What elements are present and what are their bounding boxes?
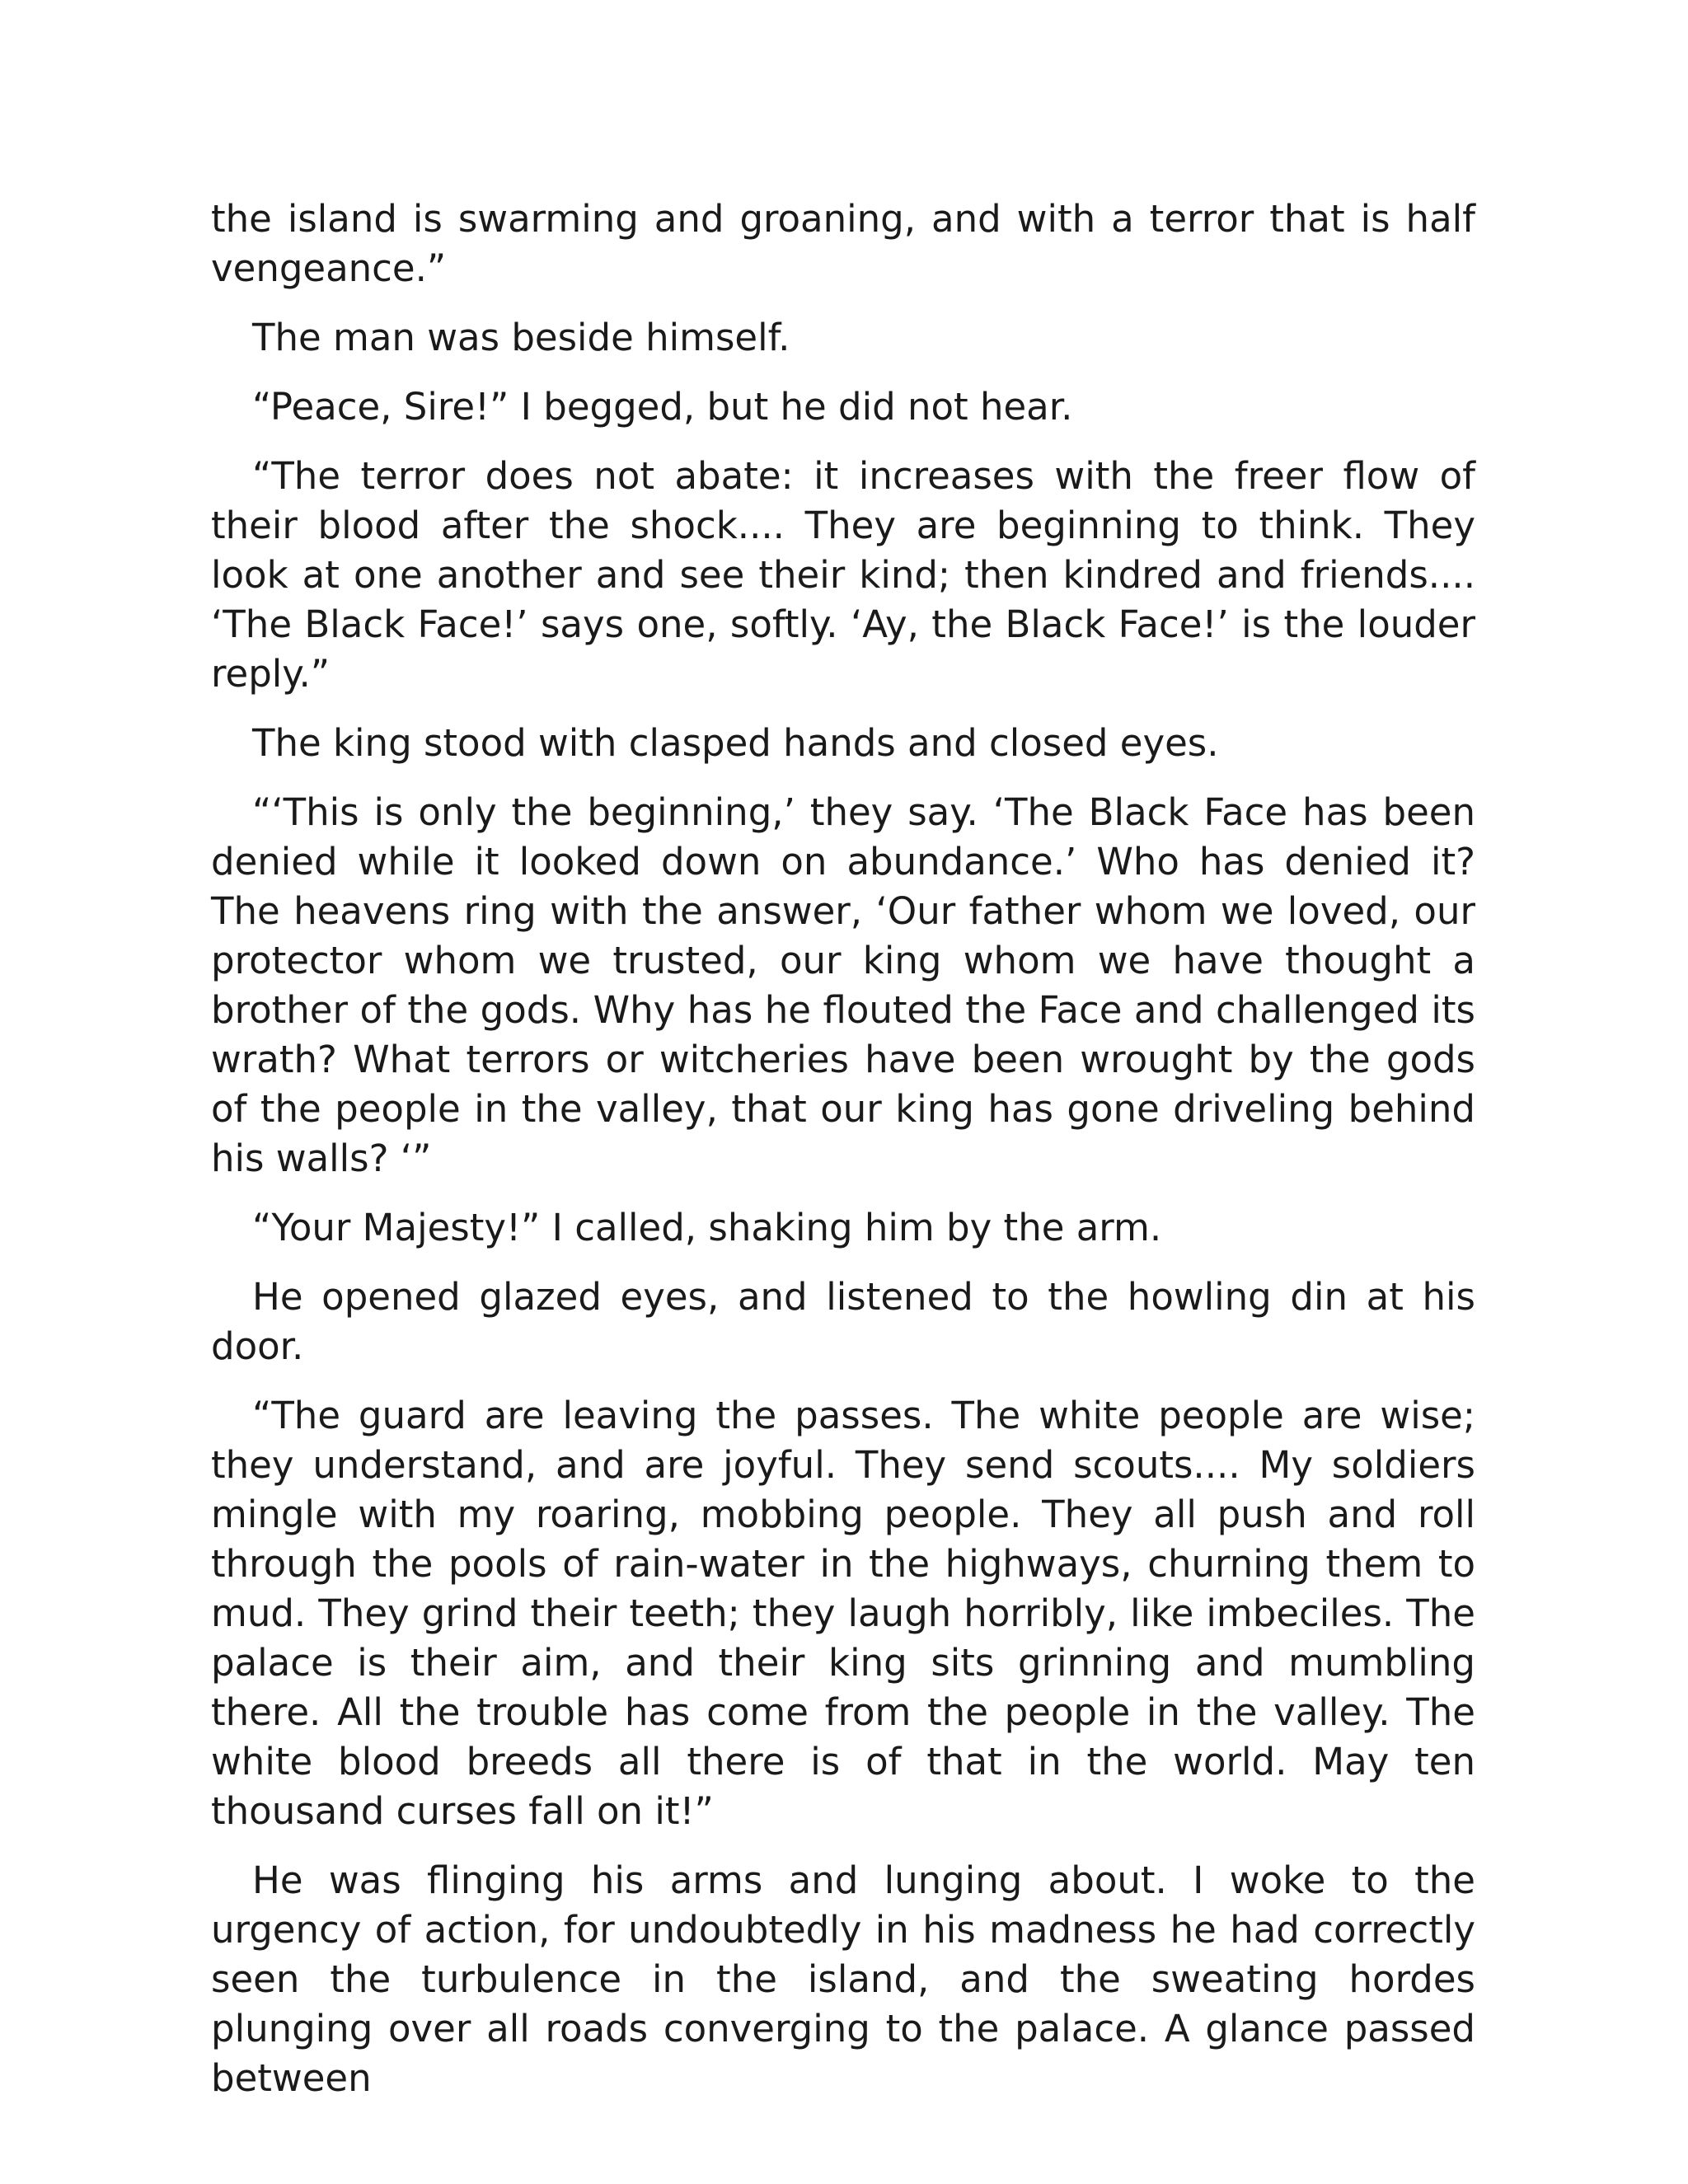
paragraph-1: the island is swarming and groaning, and with a terror that is half vengeance.” xyxy=(211,197,1475,290)
paragraph-7: “Your Majesty!” I called, shaking him by the arm. xyxy=(252,1206,1162,1249)
paragraph-8: He opened glazed eyes, and listened to the howling din at his door. xyxy=(211,1275,1475,1368)
paragraph-10: He was flinging his arms and lunging about. I woke to the urgency of action, for undoubtedly in his madness he had correctly seen the turbulence in the island, and the sweating hordes plunging over all roads converging to the palace. A glance passed between xyxy=(211,1858,1475,2100)
paragraph-9: “The guard are leaving the passes. The white people are wise; they understand, and are joyful. They send scouts.... My soldiers mingle with my roaring, mobbing people. They all push and roll through the pools of rain-water in the highways, churning them to mud. They grind their teeth; they laugh horribly, like imbeciles. The palace is their aim, and their king sits grinning and mumbling there. All the trouble has come from the people in the valley. The white blood breeds all there is of that in the world. May ten thousand curses fall on it!” xyxy=(211,1394,1475,1833)
paragraph-4: “The terror does not abate: it increases with the freer flow of their blood after the shock.... They are beginning to think. They look at one another and see their kind; then kindred and friends.... ‘The Black Face!’ says one, softly. ‘Ay, the Black Face!’ is the louder reply.” xyxy=(211,454,1475,696)
paragraph-2: The man was beside himself. xyxy=(252,316,790,359)
paragraph-6: “‘This is only the beginning,’ they say. ‘The Black Face has been denied while it looked down on abundance.’ Who has denied it? The heavens ring with the answer, ‘Our father whom we loved, our protector whom we trusted, our king whom we have thought a brother of the gods. Why has he flouted the Face and challenged its wrath? What terrors or witcheries have been wrought by the gods of the people in the valley, that our king has gone driveling behind his walls? ‘” xyxy=(211,790,1475,1180)
paragraph-5: The king stood with clasped hands and closed eyes. xyxy=(252,721,1219,765)
page-body xyxy=(211,194,1475,2123)
paragraph-3: “Peace, Sire!” I begged, but he did not hear. xyxy=(252,385,1073,429)
